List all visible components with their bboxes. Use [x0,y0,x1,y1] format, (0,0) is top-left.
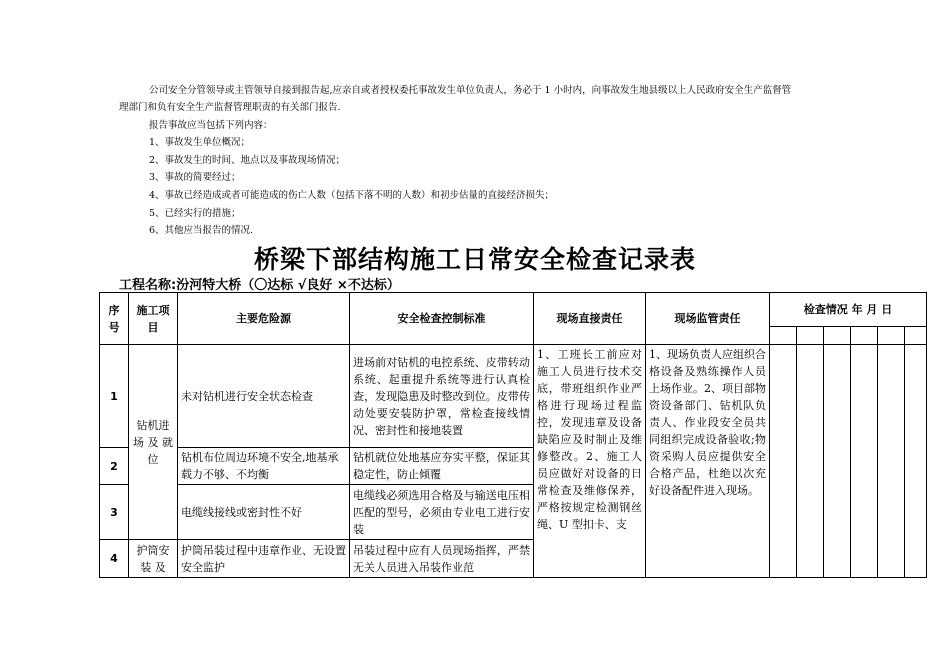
check-cell[interactable] [905,345,927,578]
check-cell[interactable] [851,345,878,578]
row-hazard: 未对钻机进行安全状态检查 [178,345,350,448]
table-header-row [100,293,927,327]
intro-para1-line1: 公司安全分管领导或主管领导自接到报告起,应亲自或者授权委托事故发生单位负责人，务必于 1 小时内，向事故发生地县级以上人民政府安全生产监督管 [149,85,792,96]
inspection-table [99,292,927,578]
check-cell[interactable] [905,327,927,345]
row-seq: 1 [100,345,129,448]
check-cell[interactable] [770,345,797,578]
header-supervise: 现场监管责任 [646,293,770,345]
table-row [100,345,927,448]
row-standard: 电缆线必须选用合格及与输送电压相匹配的型号，必须由专业电工进行安装 [350,485,534,540]
check-cell[interactable] [851,327,878,345]
check-cell[interactable] [878,327,905,345]
row-hazard: 钻机布位周边环境不安全,地基承载力不够、不均衡 [178,448,350,485]
intro-item: 5、已经实行的措施； [149,208,241,219]
check-cell[interactable] [824,327,851,345]
project-name: 工程名称:汾河特大桥（〇达标 √良好 ×不达标） [119,278,400,293]
row-hazard: 电缆线接线或密封性不好 [178,485,350,540]
row-seq: 3 [100,485,129,540]
row-seq: 4 [100,540,129,578]
header-standard: 安全检查控制标准 [350,293,534,345]
intro-para1-line2: 理部门和负有安全生产监督管理职责的有关部门报告. [119,102,341,113]
check-cell[interactable] [770,327,797,345]
header-check: 检查情况 年 月 日 [770,293,927,327]
intro-item: 1、事故发生单位概况； [149,137,251,148]
intro-item: 2、事故发生的时间、地点以及事故现场情况； [149,155,346,166]
page-title: 桥梁下部结构施工日常安全检查记录表 [253,245,696,274]
intro-item: 3、事故的简要经过； [149,172,241,183]
intro-item: 6、其他应当报告的情况. [149,225,254,236]
row-standard: 钻机就位处地基应夯实平整，保证其稳定性，防止倾覆 [350,448,534,485]
row-standard: 吊装过程中应有人员现场指挥，严禁无关人员进入吊装作业范 [350,540,534,578]
header-direct: 现场直接责任 [534,293,646,345]
row-seq: 2 [100,448,129,485]
row-item: 钻机进场 及 就 位 [129,345,178,540]
intro-para2: 报告事故应当包括下列内容： [149,120,273,131]
check-cell[interactable] [824,345,851,578]
row-direct-responsibility: 1、工班长工前应对施工人员进行技术交底，带班组织作业严格进行现场过程监控，发现违章及设备缺陷应及时制止及维修整改。2、施工人员应做好对设备的日常检查及维修保养，严格按规定检测钢丝绳、U 型扣卡、支 [534,345,646,578]
row-item: 护筒安装 及 [129,540,178,578]
row-standard: 进场前对钻机的电控系统、皮带转动系统、起重提升系统等进行认真检查，发现隐患及时整改到位。皮带传动处要安装防护罩，常检查接线情况、密封性和接地装置 [350,345,534,448]
row-hazard: 护筒吊装过程中违章作业、无设置安全监护 [178,540,350,578]
header-seq: 序号 [100,293,129,345]
check-cell[interactable] [797,345,824,578]
check-cell[interactable] [878,345,905,578]
intro-item: 4、事故已经造成或者可能造成的伤亡人数（包括下落不明的人数）和初步估量的直接经济损失； [149,190,555,201]
header-hazard: 主要危险源 [178,293,350,345]
row-supervise-responsibility: 1、现场负责人应组织合格设备及熟练操作人员上场作业。2、项目部物资设备部门、钻机队负责人、作业段安全员共同组织完成设备验收;物资采购人员应提供安全合格产品，杜绝以次充好设备配件进入现场。 [646,345,770,578]
check-cell[interactable] [797,327,824,345]
header-item: 施工项目 [129,293,178,345]
